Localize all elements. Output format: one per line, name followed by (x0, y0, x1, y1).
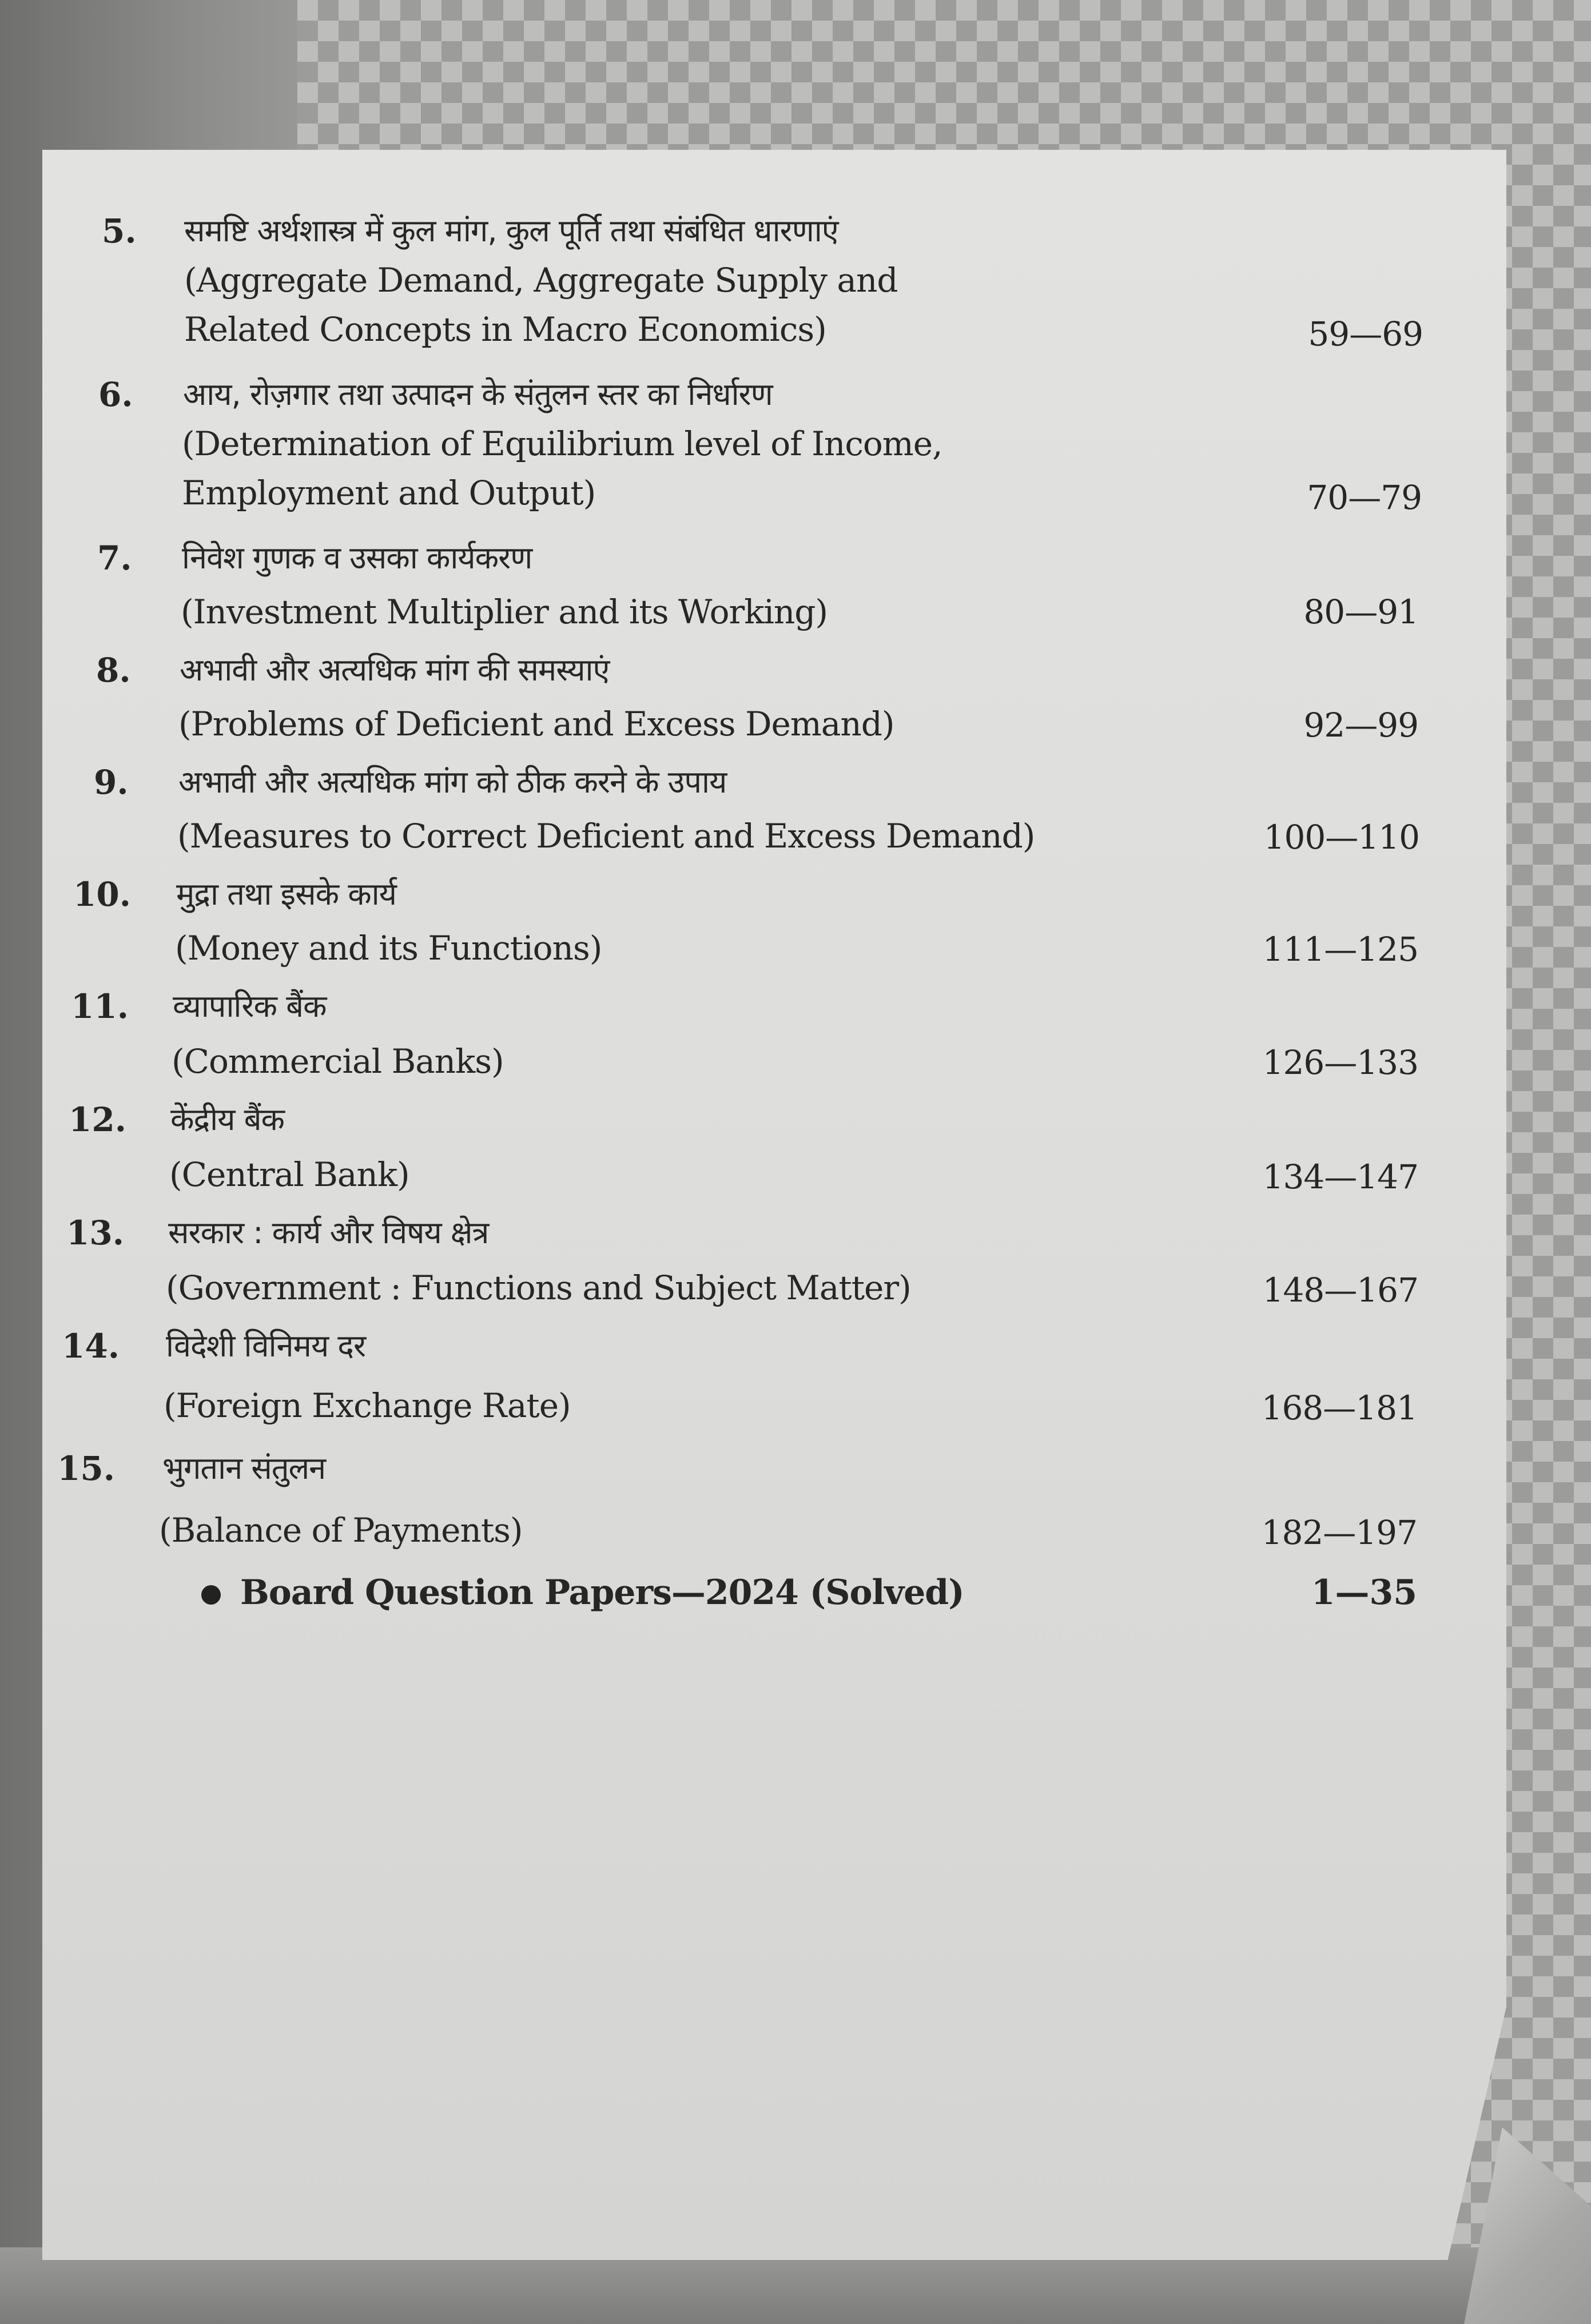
entry-number: 12. (69, 1100, 126, 1139)
entry-number: 13. (66, 1213, 124, 1252)
entry-hindi-title: मुद्रा तथा इसके कार्य (176, 876, 396, 912)
entry-hindi-title: व्यापारिक बैंक (173, 988, 327, 1024)
entry-english-title-line1: (Determination of Equilibrium level of Income, (182, 424, 942, 463)
entry-number: 6. (98, 375, 133, 414)
board-question-papers-entry (0, 1567, 1591, 1618)
entry-page-range: 148—167 (1262, 1271, 1418, 1310)
entry-english-title-line1: (Foreign Exchange Rate) (164, 1386, 571, 1425)
board-question-papers-pages: 1—35 (1311, 1573, 1417, 1613)
entry-english-title-line1: (Money and its Functions) (175, 929, 602, 968)
entry-number: 11. (71, 987, 129, 1026)
entry-page-range: 92—99 (1303, 706, 1418, 745)
entry-number: 9. (94, 763, 129, 802)
entry-english-title-line1: (Aggregate Demand, Aggregate Supply and (184, 261, 898, 300)
entry-hindi-title: आय, रोज़गार तथा उत्पादन के संतुलन स्तर का निर्धारण (183, 376, 773, 412)
entry-number: 8. (96, 651, 131, 690)
entry-english-title-line1: (Balance of Payments) (159, 1511, 523, 1550)
entry-page-range: 59—69 (1308, 315, 1423, 353)
entry-number: 14. (62, 1327, 120, 1366)
entry-page-range: 100—110 (1263, 818, 1419, 857)
entry-number: 15. (57, 1449, 115, 1488)
entry-english-title-line1: (Commercial Banks) (172, 1042, 504, 1081)
entry-page-range: 134—147 (1262, 1157, 1418, 1196)
entry-page-range: 126—133 (1262, 1043, 1418, 1082)
entry-number: 10. (73, 875, 131, 914)
entry-page-range: 80—91 (1303, 592, 1418, 631)
entry-hindi-title: सरकार : कार्य और विषय क्षेत्र (168, 1215, 489, 1251)
entry-english-title-line1: (Central Bank) (169, 1155, 409, 1194)
board-question-papers-label: Board Question Papers—2024 (Solved) (240, 1573, 964, 1613)
entry-english-title-line1: (Problems of Deficient and Excess Demand) (178, 705, 894, 743)
entry-english-title-line1: (Measures to Correct Deficient and Excess Demand) (177, 817, 1035, 855)
entry-hindi-title: अभावी और अत्यधिक मांग की समस्याएं (180, 652, 610, 688)
entry-english-title-line2: Related Concepts in Macro Economics) (184, 310, 826, 349)
entry-hindi-title: विदेशी विनिमय दर (166, 1328, 366, 1364)
entry-english-title-line1: (Investment Multiplier and its Working) (181, 592, 828, 631)
entry-hindi-title: केंद्रीय बैंक (170, 1101, 284, 1137)
entry-hindi-title: समष्टि अर्थशास्त्र में कुल मांग, कुल पूर्ति तथा संबंधित धारणाएं (184, 213, 838, 249)
entry-hindi-title: निवेश गुणक व उसका कार्यकरण (182, 540, 532, 576)
entry-page-range: 168—181 (1261, 1388, 1417, 1427)
entry-number: 5. (102, 212, 137, 250)
entry-page-range: 111—125 (1262, 930, 1418, 969)
entry-number: 7. (97, 539, 132, 578)
bullet-icon (201, 1585, 221, 1605)
entry-english-title-line1: (Government : Functions and Subject Matter) (166, 1268, 911, 1307)
entry-page-range: 70—79 (1307, 478, 1422, 517)
entry-english-title-line2: Employment and Output) (182, 473, 596, 512)
entry-page-range: 182—197 (1261, 1513, 1417, 1552)
entry-hindi-title: भुगतान संतुलन (162, 1450, 326, 1486)
entry-hindi-title: अभावी और अत्यधिक मांग को ठीक करने के उपाय (178, 764, 727, 800)
